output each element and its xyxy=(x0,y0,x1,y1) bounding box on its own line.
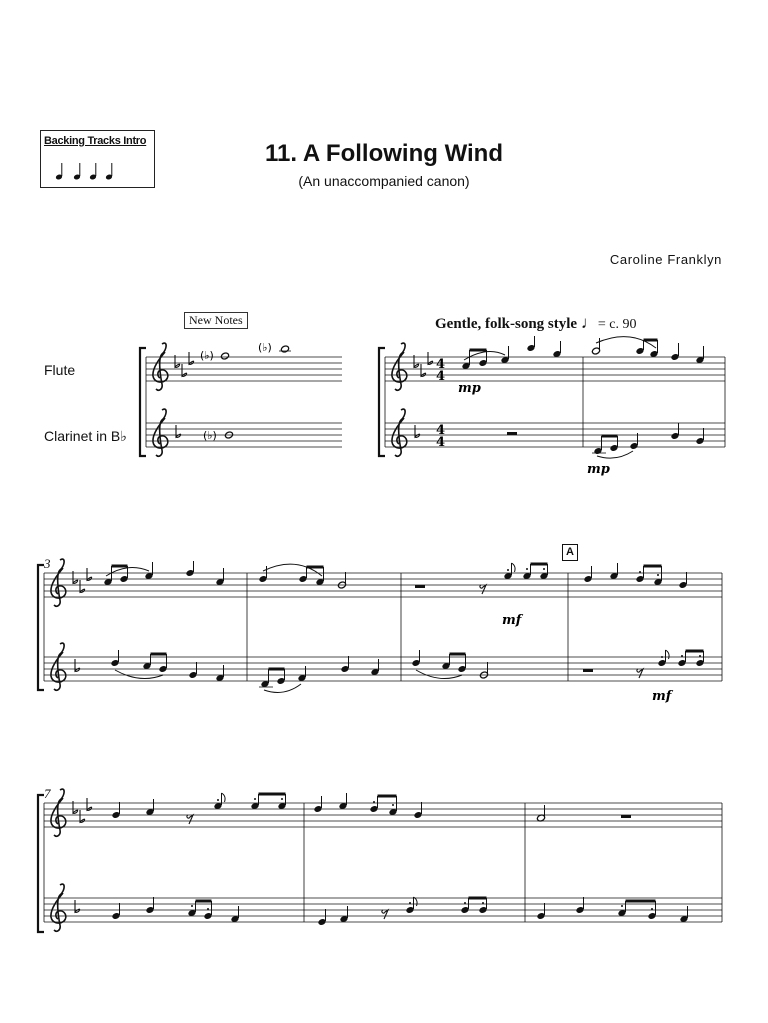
time-signature: 4 xyxy=(436,357,446,372)
system-bracket xyxy=(379,348,385,456)
tempo-note-icon: ♩ xyxy=(580,313,598,332)
dynamic-mf: mf xyxy=(652,689,672,704)
flat-icon xyxy=(176,425,181,437)
tempo-value: = c. 90 xyxy=(597,317,637,332)
flat-icon xyxy=(182,364,187,376)
measure-number-3: 3 xyxy=(44,556,51,571)
svg-text:4: 4 xyxy=(436,423,446,438)
backing-tracks-title: Backing Tracks Intro xyxy=(44,135,147,147)
flat-icon xyxy=(189,352,194,364)
page-title: 11. A Following Wind xyxy=(265,140,503,167)
tempo-text: Gentle, folk-song style xyxy=(435,316,578,332)
new-notes-bracket xyxy=(140,348,146,456)
svg-text:4: 4 xyxy=(436,435,446,450)
page-subtitle: (An unaccompanied canon) xyxy=(298,173,470,189)
cautionary-flat-label: (♭) xyxy=(200,349,214,362)
treble-clef-icon xyxy=(153,409,168,456)
treble-clef-icon xyxy=(153,343,168,390)
system-1 xyxy=(140,336,725,477)
dynamic-mf: mf xyxy=(502,613,522,628)
composer-name: Caroline Franklyn xyxy=(609,252,722,267)
instrument-label-flute: Flute xyxy=(44,362,76,378)
instrument-label-clarinet: Clarinet in B♭ xyxy=(44,428,127,444)
new-notes-clarinet-staff xyxy=(146,423,342,447)
new-notes-label: New Notes xyxy=(184,312,248,329)
flute-staff-row-3 xyxy=(44,803,722,827)
svg-text:4: 4 xyxy=(436,369,446,384)
measure-number-7: 7 xyxy=(44,786,51,801)
clarinet-staff-row-3 xyxy=(44,898,722,922)
system-3 xyxy=(38,789,722,932)
rehearsal-mark: A xyxy=(562,544,578,561)
system-2 xyxy=(38,559,722,704)
svg-text:(♭): (♭) xyxy=(203,429,217,442)
dynamic-mp: mp xyxy=(458,381,481,396)
dynamic-mp: mp xyxy=(587,462,610,477)
clarinet-staff-row-2 xyxy=(44,657,722,681)
svg-text:(♭): (♭) xyxy=(258,341,272,354)
